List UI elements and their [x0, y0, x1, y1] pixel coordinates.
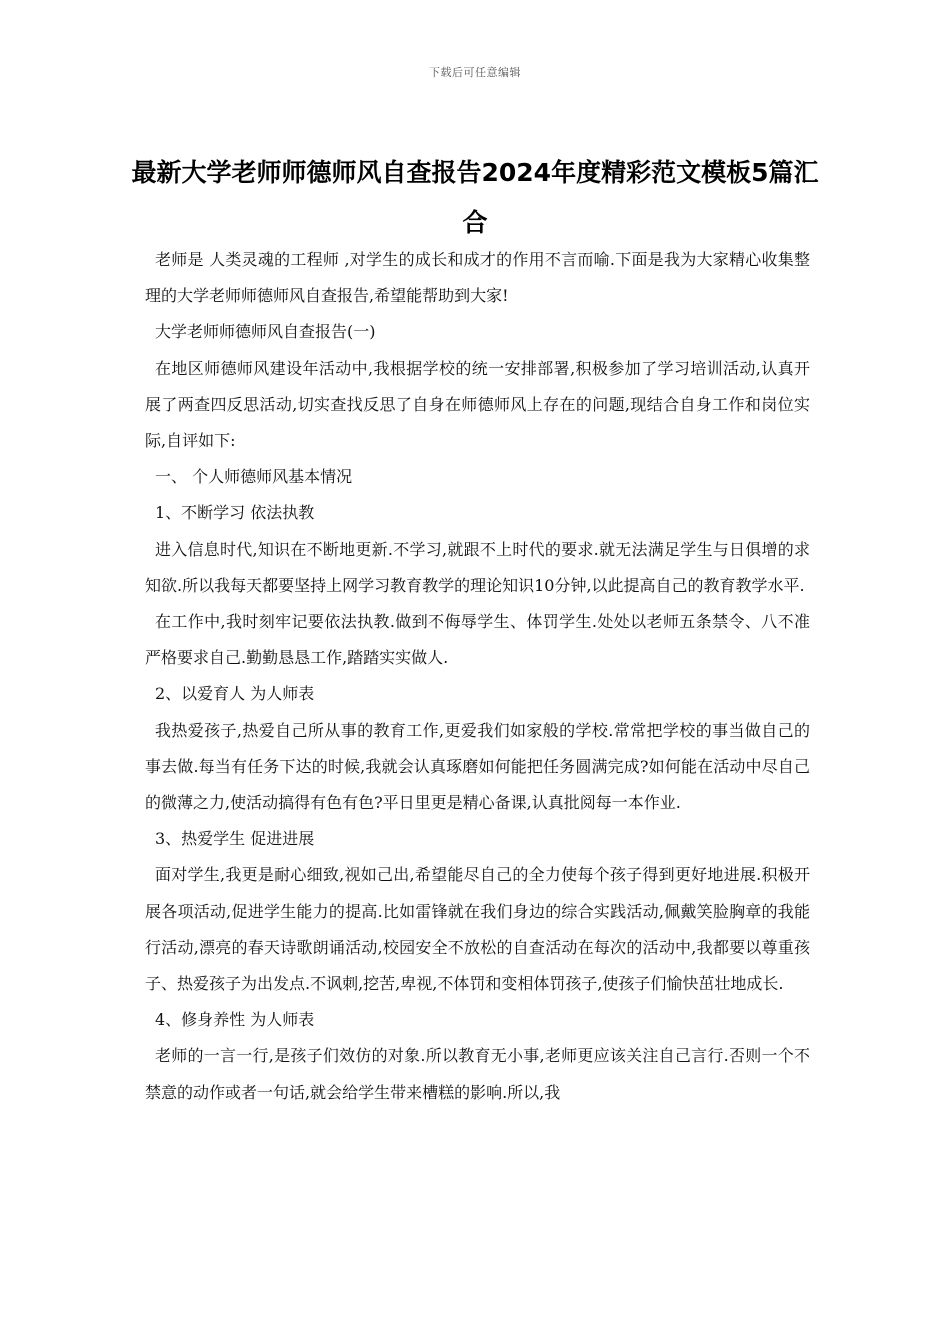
header-note: 下载后可任意编辑: [429, 66, 521, 79]
subsection-heading: 3、热爱学生 促进进展: [155, 829, 315, 849]
paragraph: 面对学生,我更是耐心细致,视如己出,希望能尽自己的全力使每个孩子得到更好地进展.积极开展各项活动,促进学生能力的提高.比如雷锋就在我们身边的综合实践活动,佩戴笑脸胸章的我能行活动,漂亮的春天诗歌朗诵活动,校园安全不放松的自查活动在每次的活动中,我都要以尊重孩子、热爱孩子为出发点.不讽刺,挖苦,卑视,不体罚和变相体罚孩子,使孩子们愉快茁壮地成长.: [145, 865, 810, 994]
paragraph: 在工作中,我时刻牢记要依法执教.做到不侮辱学生、体罚学生.处处以老师五条禁令、八不准严格要求自己.勤勤恳恳工作,踏踏实实做人.: [145, 612, 810, 668]
paragraph: 进入信息时代,知识在不断地更新.不学习,就跟不上时代的要求.就无法满足学生与日俱增的求知欲.所以我每天都要坚持上网学习教育教学的理论知识10分钟,以此提高自己的教育教学水平.: [145, 539, 810, 595]
report-heading: 大学老师师德师风自查报告(一): [155, 322, 376, 342]
paragraph: 在地区师德师风建设年活动中,我根据学校的统一安排部署,积极参加了学习培训活动,认真开展了两查四反思活动,切实查找反思了自身在师德师风上存在的问题,现结合自身工作和岗位实际,自评如下:: [145, 358, 810, 451]
subsection-heading: 2、以爱育人 为人师表: [155, 684, 315, 704]
paragraph: 我热爱孩子,热爱自己所从事的教育工作,更爱我们如家般的学校.常常把学校的事当做自己的事去做.每当有任务下达的时候,我就会认真琢磨如何能把任务圆满完成?如何能在活动中尽自己的微薄之力,使活动搞得有色有色?平日里更是精心备课,认真批阅每一本作业.: [145, 720, 810, 813]
paragraph: 老师的一言一行,是孩子们效仿的对象.所以教育无小事,老师更应该关注自己言行.否则一个不禁意的动作或者一句话,就会给学生带来槽糕的影响.所以,我: [145, 1046, 810, 1102]
subsection-heading: 1、不断学习 依法执教: [155, 503, 315, 523]
subsection-heading: 4、修身养性 为人师表: [155, 1010, 315, 1030]
document-title: 最新大学老师师德师风自查报告2024年度精彩范文模板5篇汇合: [131, 158, 819, 237]
section-heading: 一、 个人师德师风基本情况: [155, 467, 353, 487]
intro-paragraph: 老师是 人类灵魂的工程师 ,对学生的成长和成才的作用不言而喻.下面是我为大家精心收集整理的大学老师师德师风自查报告,希望能帮助到大家!: [145, 250, 810, 306]
document-body: [145, 242, 810, 1111]
